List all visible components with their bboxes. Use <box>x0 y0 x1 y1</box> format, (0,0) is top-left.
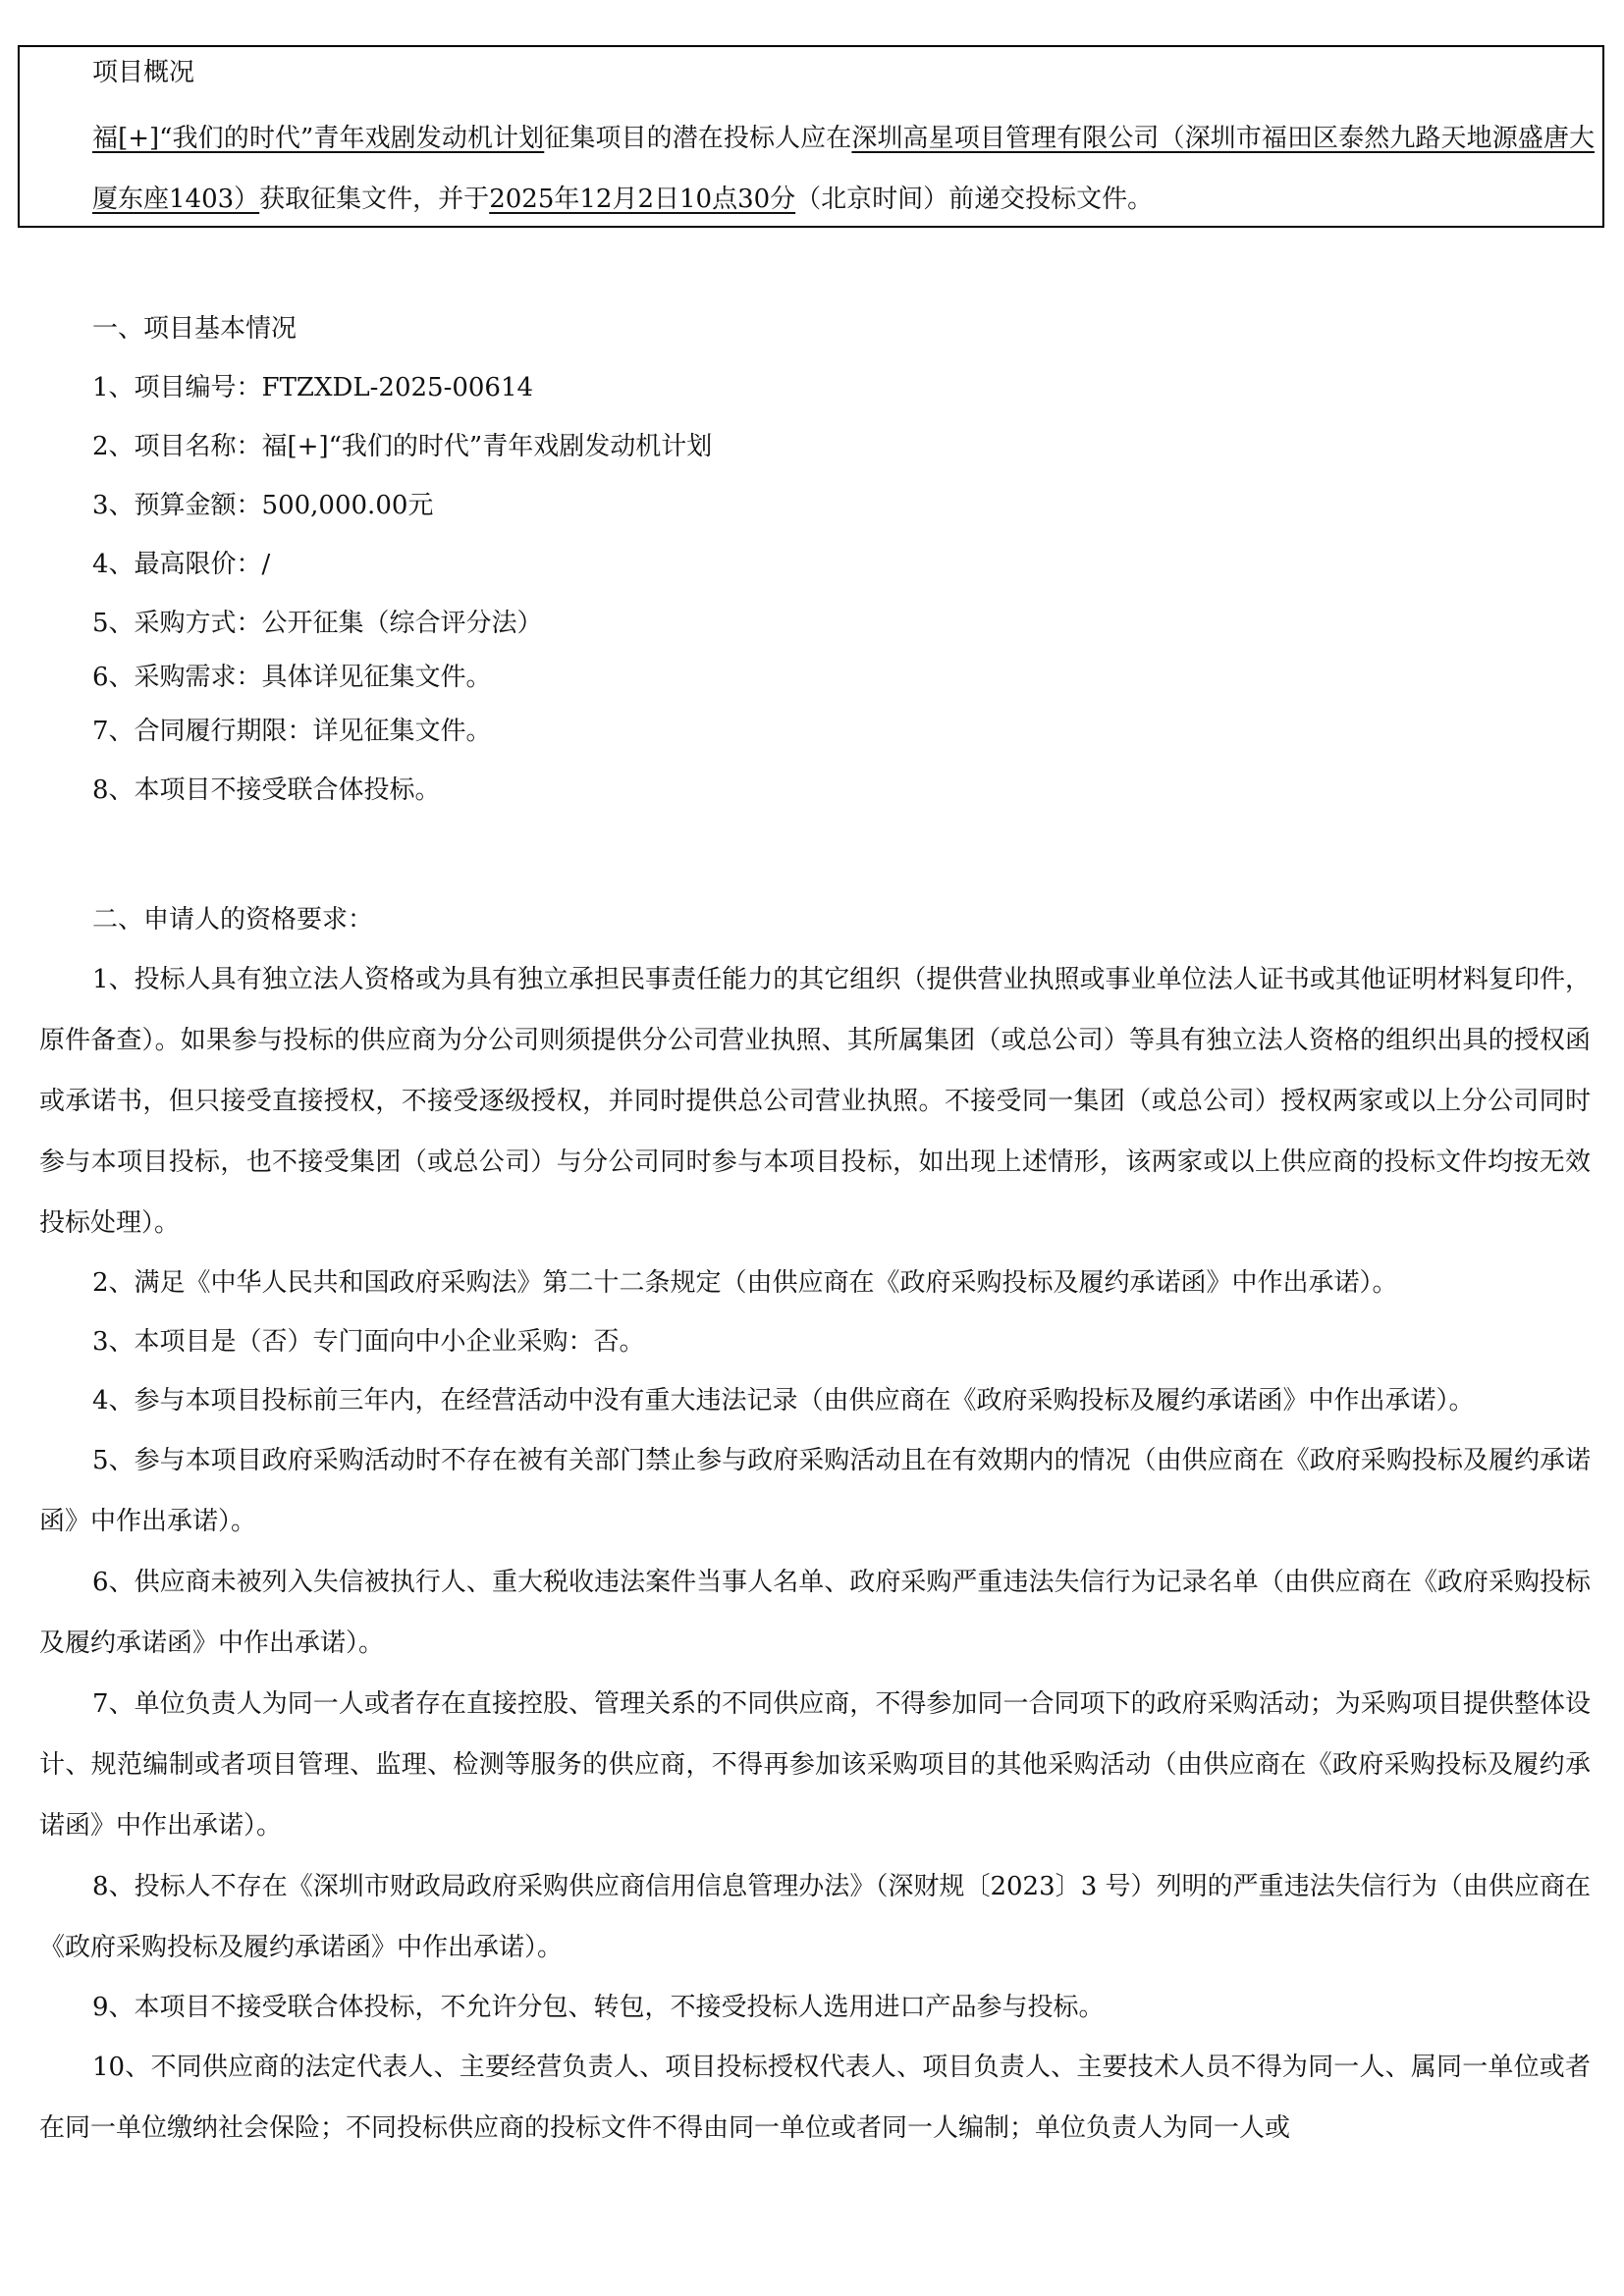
basic-info-item: 7、合同履行期限：详见征集文件。 <box>92 717 492 746</box>
basic-info-item: 5、采购方式：公开征集（综合评分法） <box>92 609 543 638</box>
agency-address: 深圳高星项目管理有限公司（深圳市福田区泰然九路天地源盛唐大厦东座1403） <box>92 124 1595 214</box>
basic-info-item: 1、项目编号：FTZXDL-2025-00614 <box>92 373 534 402</box>
section-title-qualifications: 二、申请人的资格要求： <box>92 905 374 934</box>
basic-info-item: 2、项目名称：福[+]“我们的时代”青年戏剧发动机计划 <box>92 432 713 461</box>
overview-heading: 项目概况 <box>92 58 195 87</box>
document-body <box>39 299 1591 2159</box>
overview-text: 征集项目的潜在投标人应在 <box>544 124 852 153</box>
section-title-basic-info: 一、项目基本情况 <box>92 314 298 344</box>
qualification-item: 8、投标人不存在《深圳市财政局政府采购供应商信用信息管理办法》（深财规〔2023〕3 号）列明的严重违法失信行为（由供应商在《政府采购投标及履约承诺函》中作出承诺）。 <box>39 1872 1591 1962</box>
section-gap <box>39 820 1591 890</box>
qualification-item: 2、满足《中华人民共和国政府采购法》第二十二条规定（由供应商在《政府采购投标及履约承诺函》中作出承诺）。 <box>92 1268 1398 1298</box>
deadline-datetime: 2025年12月2日10点30分 <box>489 185 796 214</box>
qualification-item: 6、供应商未被列入失信被执行人、重大税收违法案件当事人名单、政府采购严重违法失信行为记录名单（由供应商在《政府采购投标及履约承诺函》中作出承诺）。 <box>39 1568 1591 1658</box>
overview-text: 获取征集文件，并于 <box>259 185 490 214</box>
basic-info-item: 8、本项目不接受联合体投标。 <box>92 775 441 805</box>
qualification-item: 9、本项目不接受联合体投标，不允许分包、转包，不接受投标人选用进口产品参与投标。 <box>92 1993 1105 2022</box>
qualification-item: 10、不同供应商的法定代表人、主要经营负责人、项目投标授权代表人、项目负责人、主要技术人员不得为同一人、属同一单位或者在同一单位缴纳社会保险；不同投标供应商的投标文件不得由同一单位或者同一人编制；单位负责人为同一人或 <box>39 2053 1591 2143</box>
qualification-item: 7、单位负责人为同一人或者存在直接控股、管理关系的不同供应商，不得参加同一合同项下的政府采购活动；为采购项目提供整体设计、规范编制或者项目管理、监理、检测等服务的供应商，不得再参加该采购项目的其他采购活动（由供应商在《政府采购投标及履约承诺函》中作出承诺）。 <box>39 1689 1591 1841</box>
basic-info-item: 3、预算金额：500,000.00元 <box>92 491 434 520</box>
qualification-item: 5、参与本项目政府采购活动时不存在被有关部门禁止参与政府采购活动且在有效期内的情况（由供应商在《政府采购投标及履约承诺函》中作出承诺）。 <box>39 1446 1591 1536</box>
overview-paragraph <box>92 108 1595 230</box>
basic-info-item: 4、最高限价：/ <box>92 550 271 579</box>
qualification-item: 3、本项目是（否）专门面向中小企业采购：否。 <box>92 1327 645 1357</box>
qualification-item: 1、投标人具有独立法人资格或为具有独立承担民事责任能力的其它组织（提供营业执照或事业单位法人证书或其他证明材料复印件，原件备查）。如果参与投标的供应商为分公司则须提供分公司营业执照、其所属集团（或总公司）等具有独立法人资格的组织出具的授权函或承诺书，但只接受直接授权，不接受逐级授权，并同时提供总公司营业执照。不接受同一集团（或总公司）授权两家或以上分公司同时参与本项目投标，也不接受集团（或总公司）与分公司同时参与本项目投标，如出现上述情形，该两家或以上供应商的投标文件均按无效投标处理）。 <box>39 965 1591 1238</box>
basic-info-item: 6、采购需求：具体详见征集文件。 <box>92 663 492 692</box>
project-name-link: 福[+]“我们的时代”青年戏剧发动机计划 <box>92 124 545 153</box>
project-overview-box <box>18 45 1604 228</box>
overview-text: （北京时间）前递交投标文件。 <box>795 185 1154 214</box>
qualification-item: 4、参与本项目投标前三年内，在经营活动中没有重大违法记录（由供应商在《政府采购投标及履约承诺函》中作出承诺）。 <box>92 1386 1475 1415</box>
